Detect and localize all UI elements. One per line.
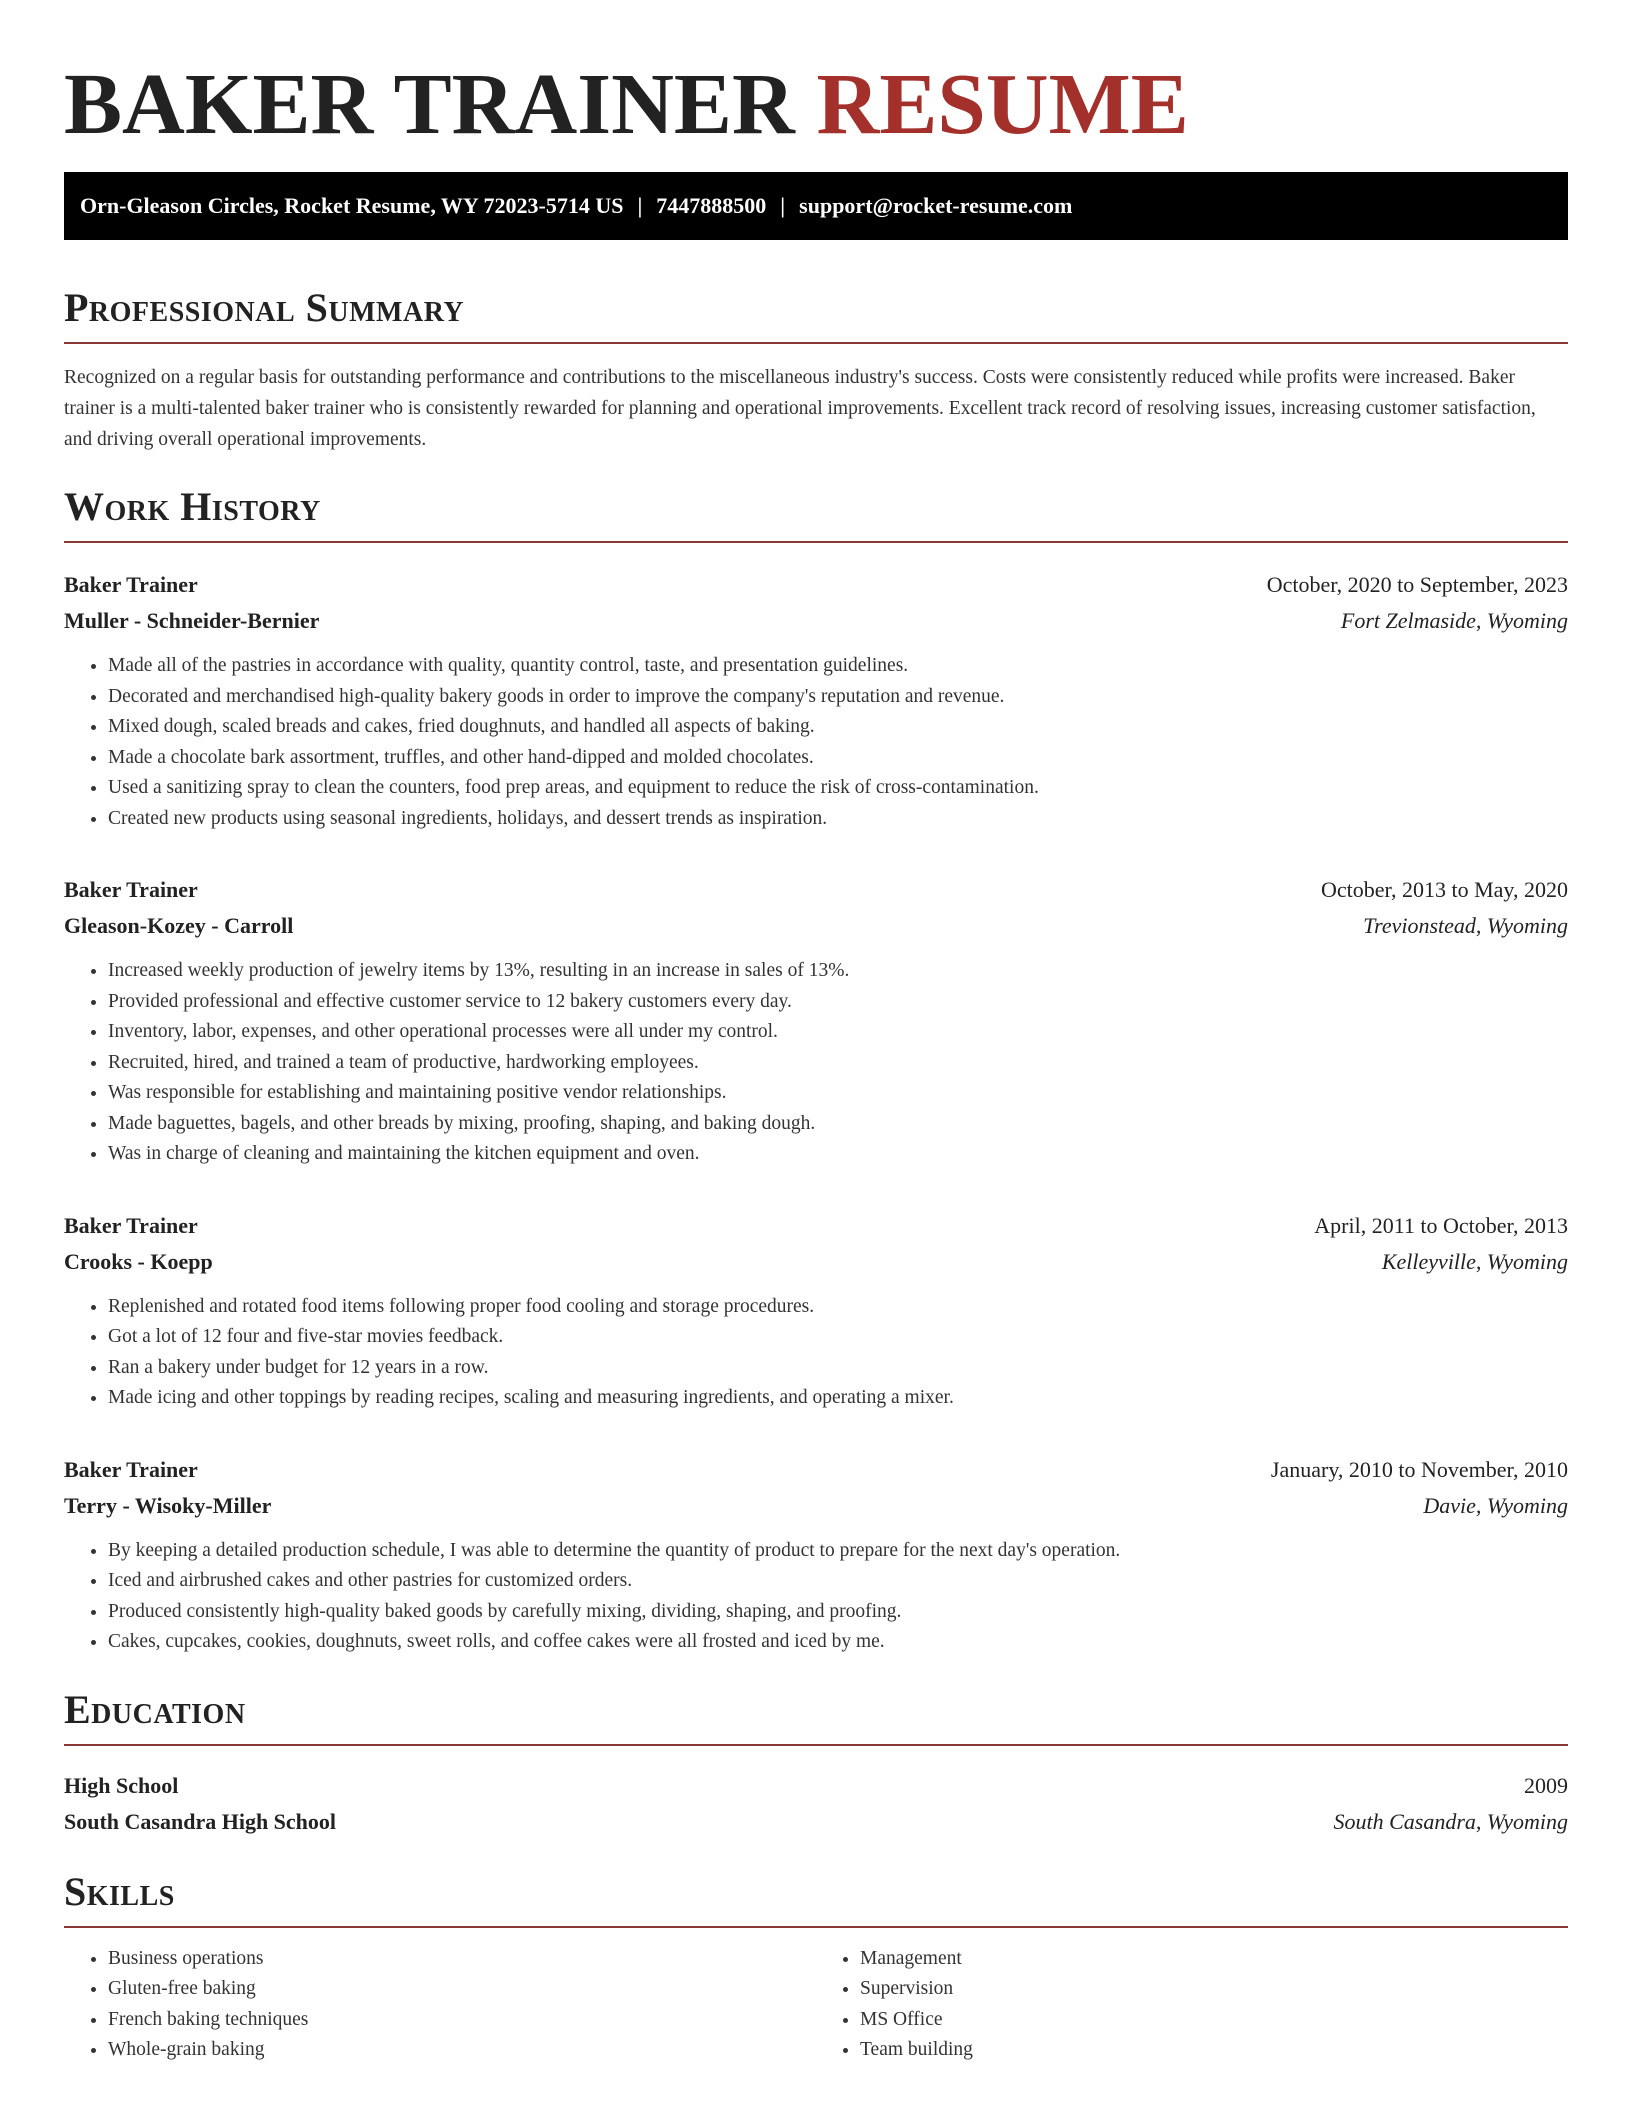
job-company: Gleason-Kozey - Carroll	[64, 913, 294, 938]
list-item: • Produced consistently high-quality baked goods by carefully mixing, dividing, shaping, and proofing.	[108, 1597, 1568, 1628]
list-item: • Whole-grain baking	[108, 2035, 816, 2066]
list-item: • Created new products using seasonal ingredients, holidays, and dessert trends as inspiration.	[108, 804, 1568, 835]
job-title: Baker Trainer	[64, 877, 198, 902]
list-item: • Mixed dough, scaled breads and cakes, fried doughnuts, and handled all aspects of baking.	[108, 712, 1568, 743]
contact-separator: |	[637, 193, 643, 218]
job-dates: October, 2020 to September, 2023	[1266, 572, 1568, 597]
list-item: • Recruited, hired, and trained a team of productive, hardworking employees.	[108, 1048, 1568, 1079]
job-entry	[64, 1208, 1568, 1414]
skills-grid	[64, 1944, 1568, 2066]
summary-heading: Professional Summary	[64, 286, 1568, 344]
list-item: • By keeping a detailed production schedule, I was able to determine the quantity of product to prepare for the next day's operation.	[108, 1536, 1568, 1567]
work-history-heading: Work History	[64, 485, 1568, 543]
job-dates: April, 2011 to October, 2013	[1314, 1212, 1568, 1238]
list-item: • Made icing and other toppings by reading recipes, scaling and measuring ingredients, and operating a mixer.	[108, 1383, 1568, 1414]
skills-column-left	[64, 1944, 816, 2066]
list-item: • MS Office	[860, 2005, 1568, 2036]
list-item: • Business operations	[108, 1944, 816, 1975]
job-title: Baker Trainer	[64, 1456, 198, 1482]
list-item: • Was responsible for establishing and maintaining positive vendor relationships.	[108, 1078, 1568, 1109]
list-item: • Made a chocolate bark assortment, truffles, and other hand-dipped and molded chocolates.	[108, 743, 1568, 774]
job-company: Muller - Schneider-Bernier	[64, 608, 320, 633]
list-item: • Increased weekly production of jewelry items by 13%, resulting in an increase in sales of 13%.	[108, 956, 1568, 987]
job-entry	[64, 567, 1568, 834]
list-item: • Supervision	[860, 1974, 1568, 2005]
skills-column-right	[816, 1944, 1568, 2066]
job-bullets	[64, 651, 1568, 834]
list-item: • Inventory, labor, expenses, and other operational processes were all under my control.	[108, 1017, 1568, 1048]
list-item: • Iced and airbrushed cakes and other pastries for customized orders.	[108, 1566, 1568, 1597]
education-heading: Education	[64, 1688, 1568, 1746]
list-item: • Used a sanitizing spray to clean the counters, food prep areas, and equipment to reduce the risk of cross-contamination.	[108, 773, 1568, 804]
list-item: • Got a lot of 12 four and five-star movies feedback.	[108, 1322, 1568, 1353]
contact-address: Orn-Gleason Circles, Rocket Resume, WY 72023-5714 US	[80, 193, 624, 218]
education-year: 2009	[1524, 1772, 1568, 1798]
contact-separator: |	[780, 193, 786, 218]
summary-section	[64, 286, 1568, 455]
work-history-section	[64, 485, 1568, 1658]
job-company: Terry - Wisoky-Miller	[64, 1492, 272, 1518]
list-item: • Management	[860, 1944, 1568, 1975]
list-item: • French baking techniques	[108, 2005, 816, 2036]
skills-section	[64, 1870, 1568, 2066]
education-section	[64, 1688, 1568, 1840]
job-entry	[64, 872, 1568, 1170]
list-item: • Ran a bakery under budget for 12 years in a row.	[108, 1353, 1568, 1384]
job-location: Trevionstead, Wyoming	[1363, 913, 1568, 938]
list-item: • Made baguettes, bagels, and other breads by mixing, proofing, shaping, and baking dough.	[108, 1109, 1568, 1140]
job-location: Davie, Wyoming	[1423, 1492, 1568, 1518]
job-bullets	[64, 956, 1568, 1170]
list-item: • Gluten-free baking	[108, 1974, 816, 2005]
title-name: BAKER TRAINER	[64, 55, 795, 152]
education-location: South Casandra, Wyoming	[1333, 1808, 1568, 1834]
education-degree: High School	[64, 1772, 179, 1798]
job-bullets	[64, 1292, 1568, 1414]
list-item: • Team building	[860, 2035, 1568, 2066]
list-item: • Decorated and merchandised high-quality bakery goods in order to improve the company's reputation and revenue.	[108, 682, 1568, 713]
contact-email: support@rocket-resume.com	[799, 193, 1073, 218]
title-accent-word: RESUME	[816, 55, 1189, 152]
job-location: Kelleyville, Wyoming	[1381, 1248, 1568, 1274]
summary-text: Recognized on a regular basis for outstanding performance and contributions to the miscellaneous industry's success. Costs were consistently reduced while profits were increased. Baker trainer is a multi-talented baker trainer who is consistently rewarded for planning and operational improvements. Excellent track record of resolving issues, increasing customer satisfaction, and driving overall operational improvements.	[64, 367, 1536, 450]
job-title: Baker Trainer	[64, 1212, 198, 1238]
job-company: Crooks - Koepp	[64, 1248, 213, 1274]
contact-bar	[64, 172, 1568, 240]
list-item: • Was in charge of cleaning and maintaining the kitchen equipment and oven.	[108, 1139, 1568, 1170]
job-entry	[64, 1452, 1568, 1658]
education-entry	[64, 1768, 1568, 1840]
list-item: • Replenished and rotated food items following proper food cooling and storage procedures.	[108, 1292, 1568, 1323]
contact-phone: 7447888500	[656, 193, 767, 218]
education-school: South Casandra High School	[64, 1808, 337, 1834]
job-dates: January, 2010 to November, 2010	[1270, 1456, 1568, 1482]
skills-heading: Skills	[64, 1870, 1568, 1928]
list-item: • Made all of the pastries in accordance with quality, quantity control, taste, and presentation guidelines.	[108, 651, 1568, 682]
resume-title	[64, 55, 1568, 152]
job-dates: October, 2013 to May, 2020	[1321, 877, 1568, 902]
job-title: Baker Trainer	[64, 572, 198, 597]
list-item: • Provided professional and effective customer service to 12 bakery customers every day.	[108, 987, 1568, 1018]
job-bullets	[64, 1536, 1568, 1658]
list-item: • Cakes, cupcakes, cookies, doughnuts, sweet rolls, and coffee cakes were all frosted and iced by me.	[108, 1627, 1568, 1658]
job-location: Fort Zelmaside, Wyoming	[1340, 608, 1568, 633]
